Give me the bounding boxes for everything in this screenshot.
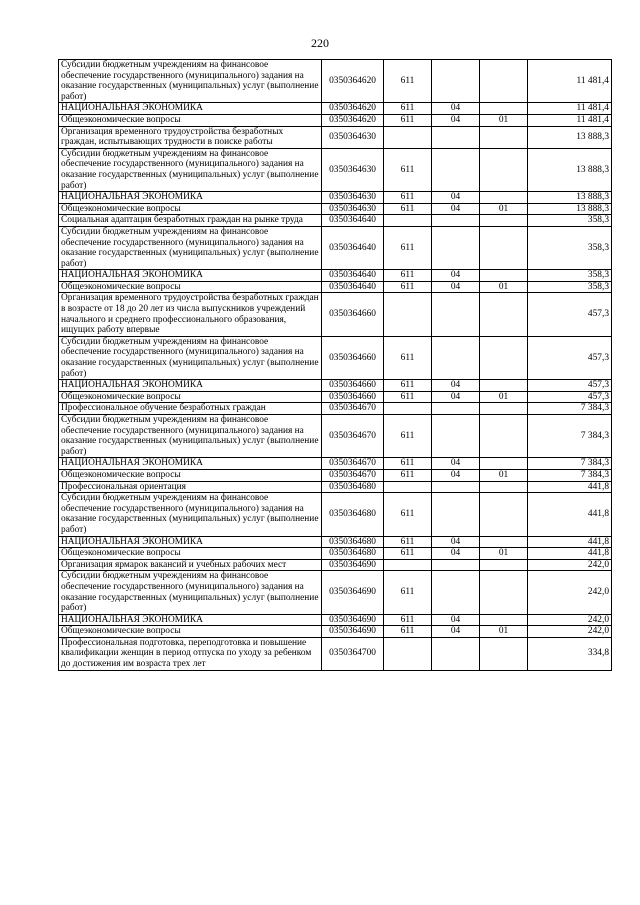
row-name-cell: Субсидии бюджетным учреждениям на финансовое обеспечение государственного (муниципального) задания на оказание государственных (муниципальных) услуг (выполнение работ) <box>59 226 322 269</box>
section-cell: 04 <box>432 391 480 403</box>
target-code-cell: 0350364640 <box>322 281 384 293</box>
expense-type-cell: 611 <box>384 60 432 103</box>
row-name-cell: Профессиональная ориентация <box>59 481 322 493</box>
expense-type-cell <box>384 215 432 227</box>
row-name-cell: Общеэкономические вопросы <box>59 114 322 126</box>
target-code-cell: 0350364680 <box>322 493 384 536</box>
amount-cell: 441,8 <box>528 536 612 548</box>
section-cell <box>432 293 480 336</box>
row-name-cell: Профессиональное обучение безработных граждан <box>59 403 322 415</box>
budget-table-body <box>59 60 612 671</box>
amount-cell: 457,3 <box>528 336 612 379</box>
subsection-cell <box>480 637 528 670</box>
section-cell <box>432 559 480 571</box>
target-code-cell: 0350364630 <box>322 192 384 204</box>
table-row <box>59 391 612 403</box>
target-code-cell: 0350364630 <box>322 203 384 215</box>
row-name-cell: Общеэкономические вопросы <box>59 203 322 215</box>
target-code-cell: 0350364640 <box>322 270 384 282</box>
expense-type-cell: 611 <box>384 380 432 392</box>
table-row <box>59 336 612 379</box>
subsection-cell <box>480 415 528 458</box>
table-row <box>59 493 612 536</box>
expense-type-cell: 611 <box>384 203 432 215</box>
subsection-cell <box>480 380 528 392</box>
expense-type-cell: 611 <box>384 548 432 560</box>
row-name-cell: НАЦИОНАЛЬНАЯ ЭКОНОМИКА <box>59 192 322 204</box>
row-name-cell: НАЦИОНАЛЬНАЯ ЭКОНОМИКА <box>59 270 322 282</box>
amount-cell: 242,0 <box>528 559 612 571</box>
section-cell: 04 <box>432 270 480 282</box>
section-cell: 04 <box>432 548 480 560</box>
row-name-cell: Профессиональная подготовка, переподготовка и повышение квалификации женщин в период отпуска по уходу за ребенком до достижения им возраста трех лет <box>59 637 322 670</box>
amount-cell: 13 888,3 <box>528 126 612 148</box>
target-code-cell: 0350364660 <box>322 380 384 392</box>
subsection-cell <box>480 215 528 227</box>
table-row <box>59 536 612 548</box>
expense-type-cell: 611 <box>384 614 432 626</box>
section-cell <box>432 148 480 191</box>
expense-type-cell: 611 <box>384 391 432 403</box>
subsection-cell <box>480 493 528 536</box>
table-row <box>59 380 612 392</box>
amount-cell: 242,0 <box>528 571 612 614</box>
section-cell <box>432 493 480 536</box>
amount-cell: 457,3 <box>528 293 612 336</box>
table-row <box>59 60 612 103</box>
subsection-cell <box>480 270 528 282</box>
amount-cell: 7 384,3 <box>528 403 612 415</box>
row-name-cell: НАЦИОНАЛЬНАЯ ЭКОНОМИКА <box>59 614 322 626</box>
subsection-cell: 01 <box>480 281 528 293</box>
target-code-cell: 0350364630 <box>322 148 384 191</box>
table-row <box>59 270 612 282</box>
table-row <box>59 215 612 227</box>
amount-cell: 11 481,4 <box>528 60 612 103</box>
amount-cell: 7 384,3 <box>528 469 612 481</box>
row-name-cell: Субсидии бюджетным учреждениям на финансовое обеспечение государственного (муниципального) задания на оказание государственных (муниципальных) услуг (выполнение работ) <box>59 493 322 536</box>
expense-type-cell: 611 <box>384 103 432 115</box>
subsection-cell <box>480 103 528 115</box>
target-code-cell: 0350364620 <box>322 114 384 126</box>
expense-type-cell <box>384 637 432 670</box>
subsection-cell <box>480 614 528 626</box>
expense-type-cell: 611 <box>384 281 432 293</box>
section-cell <box>432 336 480 379</box>
amount-cell: 11 481,4 <box>528 114 612 126</box>
table-row <box>59 114 612 126</box>
expense-type-cell <box>384 126 432 148</box>
table-row <box>59 403 612 415</box>
subsection-cell: 01 <box>480 203 528 215</box>
subsection-cell: 01 <box>480 469 528 481</box>
subsection-cell: 01 <box>480 391 528 403</box>
expense-type-cell <box>384 403 432 415</box>
section-cell <box>432 481 480 493</box>
amount-cell: 441,8 <box>528 548 612 560</box>
subsection-cell <box>480 60 528 103</box>
row-name-cell: Общеэкономические вопросы <box>59 391 322 403</box>
amount-cell: 457,3 <box>528 391 612 403</box>
row-name-cell: Субсидии бюджетным учреждениям на финансовое обеспечение государственного (муниципального) задания на оказание государственных (муниципальных) услуг (выполнение работ) <box>59 571 322 614</box>
expense-type-cell: 611 <box>384 270 432 282</box>
row-name-cell: Организация временного трудоустройства безработных граждан, испытывающих трудности в поиске работы <box>59 126 322 148</box>
row-name-cell: Социальная адаптация безработных граждан на рынке труда <box>59 215 322 227</box>
target-code-cell: 0350364690 <box>322 626 384 638</box>
target-code-cell: 0350364690 <box>322 571 384 614</box>
expense-type-cell <box>384 293 432 336</box>
row-name-cell: Субсидии бюджетным учреждениям на финансовое обеспечение государственного (муниципального) задания на оказание государственных (муниципальных) услуг (выполнение работ) <box>59 336 322 379</box>
table-row <box>59 103 612 115</box>
row-name-cell: Общеэкономические вопросы <box>59 469 322 481</box>
amount-cell: 441,8 <box>528 481 612 493</box>
target-code-cell: 0350364680 <box>322 481 384 493</box>
target-code-cell: 0350364640 <box>322 226 384 269</box>
expense-type-cell: 611 <box>384 571 432 614</box>
subsection-cell <box>480 571 528 614</box>
row-name-cell: Субсидии бюджетным учреждениям на финансовое обеспечение государственного (муниципального) задания на оказание государственных (муниципальных) услуг (выполнение работ) <box>59 60 322 103</box>
section-cell <box>432 215 480 227</box>
target-code-cell: 0350364630 <box>322 126 384 148</box>
row-name-cell: НАЦИОНАЛЬНАЯ ЭКОНОМИКА <box>59 458 322 470</box>
amount-cell: 242,0 <box>528 626 612 638</box>
target-code-cell: 0350364690 <box>322 614 384 626</box>
table-row <box>59 293 612 336</box>
expense-type-cell: 611 <box>384 458 432 470</box>
section-cell <box>432 226 480 269</box>
target-code-cell: 0350364670 <box>322 415 384 458</box>
target-code-cell: 0350364640 <box>322 215 384 227</box>
subsection-cell <box>480 403 528 415</box>
subsection-cell <box>480 336 528 379</box>
expense-type-cell: 611 <box>384 536 432 548</box>
target-code-cell: 0350364670 <box>322 458 384 470</box>
row-name-cell: Организация временного трудоустройства безработных граждан в возрасте от 18 до 20 лет из числа выпускников учреждений начального и среднего профессионального образования, ищущих работу впервые <box>59 293 322 336</box>
subsection-cell <box>480 226 528 269</box>
table-row <box>59 281 612 293</box>
subsection-cell <box>480 559 528 571</box>
target-code-cell: 0350364660 <box>322 293 384 336</box>
expense-type-cell: 611 <box>384 336 432 379</box>
subsection-cell: 01 <box>480 114 528 126</box>
row-name-cell: Общеэкономические вопросы <box>59 548 322 560</box>
table-row <box>59 469 612 481</box>
subsection-cell <box>480 536 528 548</box>
expense-type-cell: 611 <box>384 192 432 204</box>
subsection-cell <box>480 293 528 336</box>
section-cell: 04 <box>432 626 480 638</box>
amount-cell: 7 384,3 <box>528 415 612 458</box>
expense-type-cell: 611 <box>384 226 432 269</box>
expense-type-cell <box>384 481 432 493</box>
section-cell <box>432 637 480 670</box>
budget-table <box>58 59 612 671</box>
table-row <box>59 226 612 269</box>
table-row <box>59 626 612 638</box>
section-cell: 04 <box>432 203 480 215</box>
subsection-cell: 01 <box>480 626 528 638</box>
expense-type-cell <box>384 559 432 571</box>
amount-cell: 13 888,3 <box>528 203 612 215</box>
section-cell <box>432 126 480 148</box>
row-name-cell: НАЦИОНАЛЬНАЯ ЭКОНОМИКА <box>59 103 322 115</box>
section-cell <box>432 415 480 458</box>
row-name-cell: НАЦИОНАЛЬНАЯ ЭКОНОМИКА <box>59 536 322 548</box>
section-cell: 04 <box>432 614 480 626</box>
subsection-cell <box>480 148 528 191</box>
table-row <box>59 203 612 215</box>
amount-cell: 7 384,3 <box>528 458 612 470</box>
amount-cell: 358,3 <box>528 215 612 227</box>
amount-cell: 13 888,3 <box>528 192 612 204</box>
amount-cell: 242,0 <box>528 614 612 626</box>
target-code-cell: 0350364620 <box>322 60 384 103</box>
amount-cell: 358,3 <box>528 281 612 293</box>
amount-cell: 334,8 <box>528 637 612 670</box>
table-row <box>59 481 612 493</box>
table-row <box>59 458 612 470</box>
subsection-cell <box>480 126 528 148</box>
section-cell: 04 <box>432 103 480 115</box>
table-row <box>59 415 612 458</box>
table-row <box>59 148 612 191</box>
row-name-cell: Организация ярмарок вакансий и учебных рабочих мест <box>59 559 322 571</box>
table-row <box>59 614 612 626</box>
section-cell: 04 <box>432 114 480 126</box>
page-number: 220 <box>311 36 329 50</box>
amount-cell: 13 888,3 <box>528 148 612 191</box>
target-code-cell: 0350364620 <box>322 103 384 115</box>
section-cell: 04 <box>432 281 480 293</box>
row-name-cell: Субсидии бюджетным учреждениям на финансовое обеспечение государственного (муниципального) задания на оказание государственных (муниципальных) услуг (выполнение работ) <box>59 415 322 458</box>
target-code-cell: 0350364690 <box>322 559 384 571</box>
target-code-cell: 0350364680 <box>322 536 384 548</box>
subsection-cell <box>480 192 528 204</box>
amount-cell: 457,3 <box>528 380 612 392</box>
table-row <box>59 548 612 560</box>
target-code-cell: 0350364660 <box>322 391 384 403</box>
expense-type-cell: 611 <box>384 493 432 536</box>
expense-type-cell: 611 <box>384 415 432 458</box>
target-code-cell: 0350364700 <box>322 637 384 670</box>
row-name-cell: Общеэкономические вопросы <box>59 626 322 638</box>
table-row <box>59 637 612 670</box>
table-row <box>59 126 612 148</box>
target-code-cell: 0350364680 <box>322 548 384 560</box>
section-cell: 04 <box>432 469 480 481</box>
amount-cell: 358,3 <box>528 270 612 282</box>
amount-cell: 11 481,4 <box>528 103 612 115</box>
expense-type-cell: 611 <box>384 114 432 126</box>
expense-type-cell: 611 <box>384 148 432 191</box>
target-code-cell: 0350364670 <box>322 469 384 481</box>
expense-type-cell: 611 <box>384 469 432 481</box>
subsection-cell <box>480 458 528 470</box>
amount-cell: 358,3 <box>528 226 612 269</box>
row-name-cell: Субсидии бюджетным учреждениям на финансовое обеспечение государственного (муниципального) задания на оказание государственных (муниципальных) услуг (выполнение работ) <box>59 148 322 191</box>
section-cell: 04 <box>432 192 480 204</box>
section-cell <box>432 403 480 415</box>
target-code-cell: 0350364670 <box>322 403 384 415</box>
row-name-cell: НАЦИОНАЛЬНАЯ ЭКОНОМИКА <box>59 380 322 392</box>
row-name-cell: Общеэкономические вопросы <box>59 281 322 293</box>
subsection-cell: 01 <box>480 548 528 560</box>
section-cell: 04 <box>432 380 480 392</box>
section-cell <box>432 60 480 103</box>
table-row <box>59 571 612 614</box>
section-cell: 04 <box>432 536 480 548</box>
amount-cell: 441,8 <box>528 493 612 536</box>
table-row <box>59 559 612 571</box>
subsection-cell <box>480 481 528 493</box>
target-code-cell: 0350364660 <box>322 336 384 379</box>
table-row <box>59 192 612 204</box>
expense-type-cell: 611 <box>384 626 432 638</box>
section-cell <box>432 571 480 614</box>
section-cell: 04 <box>432 458 480 470</box>
